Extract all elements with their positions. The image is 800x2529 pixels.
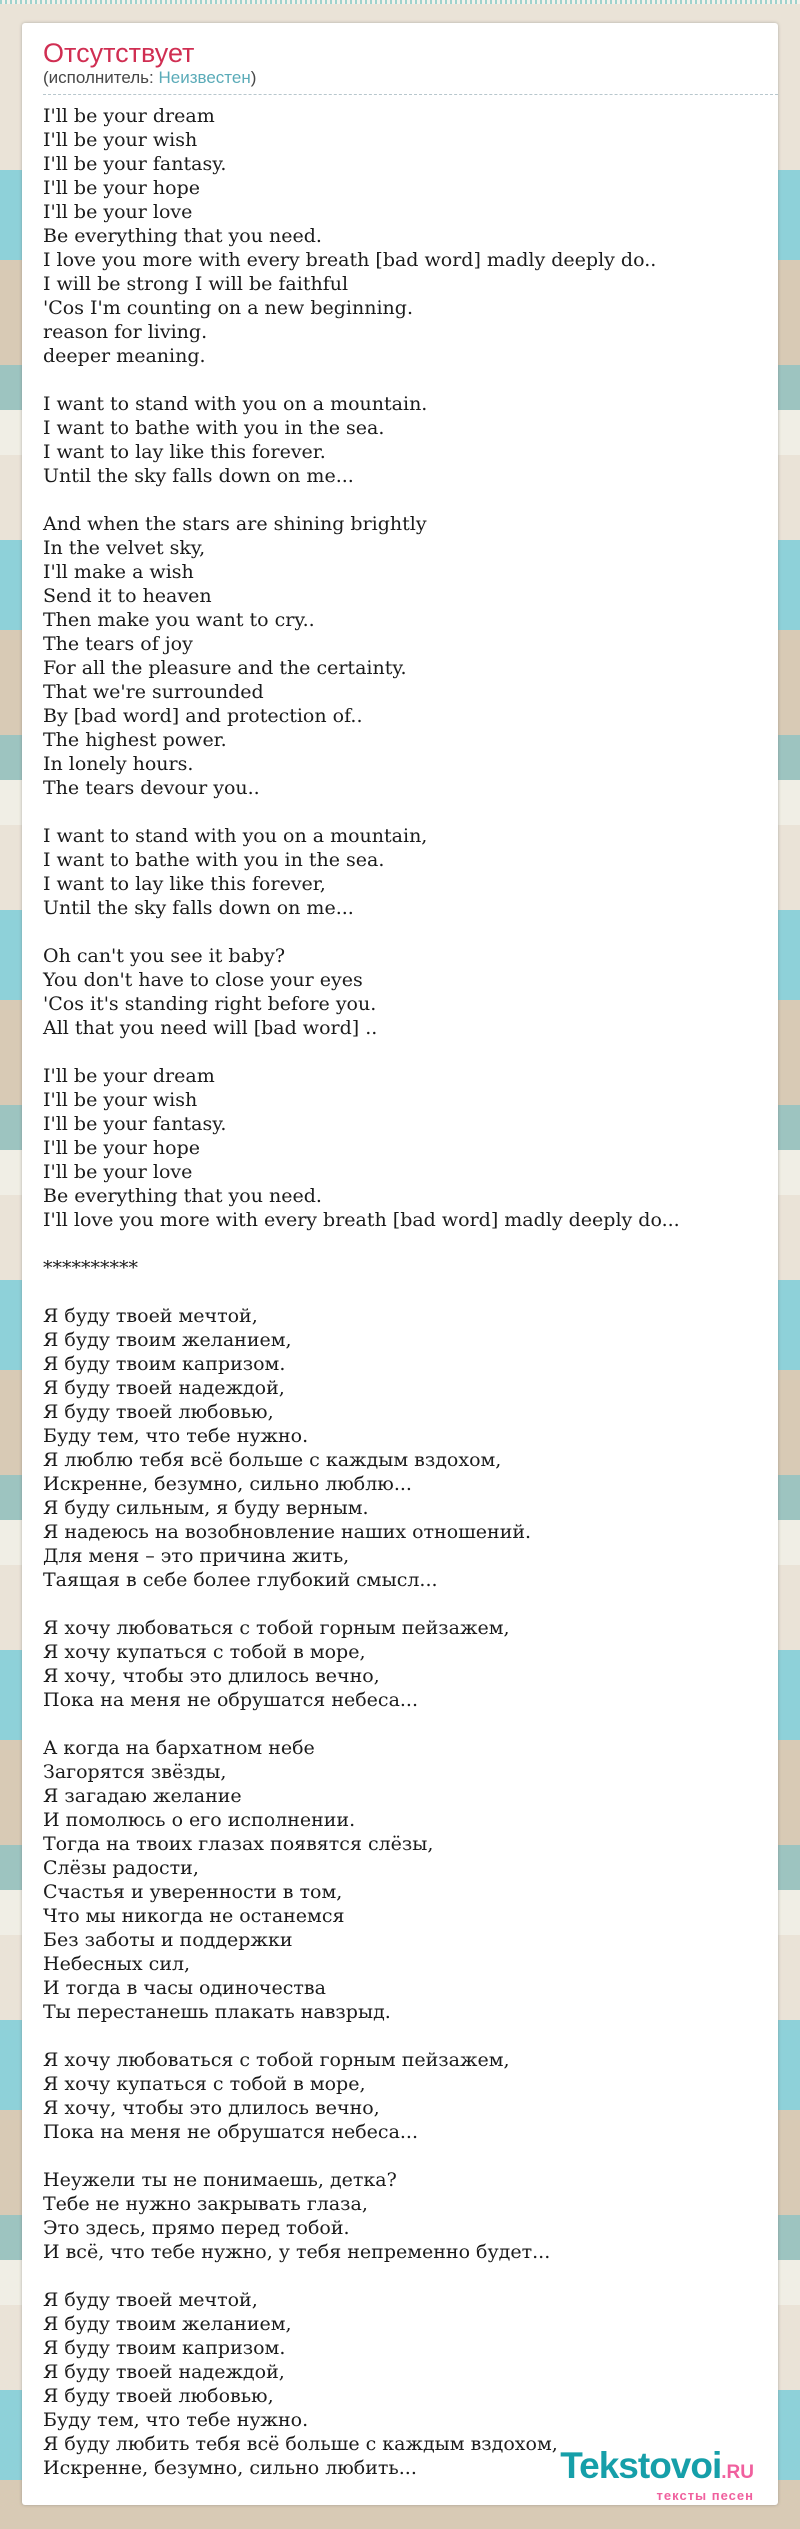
lyric-line: By [bad word] and protection of..	[43, 705, 363, 727]
lyric-line: Be everything that you need.	[43, 225, 322, 247]
lyric-line: А когда на бархатном небе	[43, 1737, 315, 1759]
lyric-line	[43, 800, 778, 824]
lyric-line: In the velvet sky,	[43, 537, 206, 559]
lyric-line: I want to stand with you on a mountain,	[43, 825, 428, 847]
lyric-line: Я буду твоей надеждой,	[43, 2361, 285, 2383]
site-logo-tagline: тексты песен	[656, 2488, 754, 2503]
lyric-line	[43, 368, 778, 392]
lyric-line: I'll be your wish	[43, 1089, 198, 1111]
lyric-line: I'll be your fantasy.	[43, 153, 227, 175]
lyric-line: Я хочу любоваться с тобой горным пейзажем,	[43, 1617, 510, 1639]
lyric-line: Я буду твоей мечтой,	[43, 1305, 258, 1327]
lyric-line	[43, 1592, 778, 1616]
lyric-line: And when the stars are shining brightly	[43, 513, 427, 535]
lyric-line: Буду тем, что тебе нужно.	[43, 1425, 309, 1447]
lyric-line: Send it to heaven	[43, 585, 212, 607]
lyric-line	[43, 2144, 778, 2168]
lyric-line: Я буду твоим капризом.	[43, 1353, 286, 1375]
lyric-line: The tears of joy	[43, 633, 193, 655]
lyric-line: I love you more with every breath [bad word] madly deeply do..	[43, 249, 657, 271]
lyric-line: Я буду твоим капризом.	[43, 2337, 286, 2359]
lyric-line: I'll be your fantasy.	[43, 1113, 227, 1135]
lyric-line: Счастья и уверенности в том,	[43, 1881, 343, 1903]
page-title: Отсутствует	[43, 38, 195, 68]
lyric-line: Без заботы и поддержки	[43, 1929, 293, 1951]
lyric-line: Тебе не нужно закрывать глаза,	[43, 2193, 368, 2215]
lyric-line: All that you need will [bad word] ..	[43, 1017, 378, 1039]
lyrics-card	[22, 23, 778, 2505]
site-logo-brand: Tekstovoi	[560, 2445, 722, 2486]
lyric-line: Я хочу, чтобы это длилось вечно,	[43, 1665, 380, 1687]
lyric-line: Я загадаю желание	[43, 1785, 242, 1807]
lyric-line: I'll be your hope	[43, 177, 200, 199]
lyric-line: Что мы никогда не останемся	[43, 1905, 345, 1927]
lyric-line: Неужели ты не понимаешь, детка?	[43, 2169, 397, 2191]
lyric-line: Я буду твоей любовью,	[43, 2385, 274, 2407]
lyric-line: **********	[43, 1257, 138, 1279]
lyric-line: Я буду сильным, я буду верным.	[43, 1497, 369, 1519]
lyric-line: I want to stand with you on a mountain.	[43, 393, 428, 415]
lyric-line: Я хочу купаться с тобой в море,	[43, 1641, 366, 1663]
lyric-line: Я буду твоей надеждой,	[43, 1377, 285, 1399]
lyric-line: The highest power.	[43, 729, 227, 751]
site-logo-wordmark	[560, 2445, 754, 2489]
lyric-line: Я буду твоей мечтой,	[43, 2289, 258, 2311]
top-dotted-border	[0, 0, 800, 4]
lyric-line	[43, 2264, 778, 2288]
lyric-line: Пока на меня не обрушатся небеса...	[43, 1689, 419, 1711]
lyric-line: I want to lay like this forever.	[43, 441, 326, 463]
lyric-line: I want to bathe with you in the sea.	[43, 417, 385, 439]
lyric-line: The tears devour you..	[43, 777, 260, 799]
artist-line	[43, 68, 778, 88]
lyric-line: I'll be your love	[43, 1161, 193, 1183]
lyric-line: I'll be your wish	[43, 129, 198, 151]
lyric-line: I'll be your love	[43, 201, 193, 223]
lyric-line: 'Cos it's standing right before you.	[43, 993, 377, 1015]
lyric-line	[43, 1040, 778, 1064]
lyric-line	[43, 920, 778, 944]
lyric-line: Я хочу купаться с тобой в море,	[43, 2073, 366, 2095]
artist-label-prefix: (исполнитель:	[43, 68, 159, 87]
song-header	[43, 38, 778, 95]
lyric-line: И всё, что тебе нужно, у тебя непременно будет...	[43, 2241, 551, 2263]
lyric-line: In lonely hours.	[43, 753, 194, 775]
lyric-line: Таящая в себе более глубокий смысл...	[43, 1569, 438, 1591]
lyric-line: Для меня – это причина жить,	[43, 1545, 350, 1567]
lyric-line: I want to bathe with you in the sea.	[43, 849, 385, 871]
lyric-line	[43, 1712, 778, 1736]
lyric-line: I'll be your dream	[43, 105, 215, 127]
lyric-line	[43, 2024, 778, 2048]
lyric-line: И помолюсь о его исполнении.	[43, 1809, 356, 1831]
lyric-line: Я хочу, чтобы это длилось вечно,	[43, 2097, 380, 2119]
lyric-line: Я буду любить тебя всё больше с каждым вздохом,	[43, 2433, 558, 2455]
lyric-line: Искренне, безумно, сильно любить...	[43, 2457, 417, 2479]
lyric-line: You don't have to close your eyes	[43, 969, 363, 991]
lyric-line: И тогда в часы одиночества	[43, 1977, 326, 1999]
lyric-line: Это здесь, прямо перед тобой.	[43, 2217, 350, 2239]
lyric-line: reason for living.	[43, 321, 208, 343]
lyric-line: I'll love you more with every breath [bad word] madly deeply do...	[43, 1209, 680, 1231]
lyric-line: Слёзы радости,	[43, 1857, 199, 1879]
lyric-line: I want to lay like this forever,	[43, 873, 326, 895]
lyric-line: I'll be your dream	[43, 1065, 215, 1087]
lyric-line: Then make you want to cry..	[43, 609, 315, 631]
lyric-line: Тогда на твоих глазах появятся слёзы,	[43, 1833, 434, 1855]
artist-link[interactable]: Неизвестен	[158, 68, 251, 87]
lyric-line: Искренне, безумно, сильно люблю...	[43, 1473, 412, 1495]
lyric-line	[43, 1232, 778, 1256]
lyric-line: I will be strong I will be faithful	[43, 273, 349, 295]
lyric-line: deeper meaning.	[43, 345, 206, 367]
lyric-line: Я буду твоим желанием,	[43, 1329, 292, 1351]
lyric-line: I'll be your hope	[43, 1137, 200, 1159]
lyrics-text	[43, 104, 778, 2480]
lyric-line: Until the sky falls down on me...	[43, 465, 354, 487]
site-logo	[560, 2445, 754, 2503]
lyric-line: I'll make a wish	[43, 561, 194, 583]
lyric-line: Be everything that you need.	[43, 1185, 322, 1207]
lyric-line	[43, 488, 778, 512]
lyric-line: Я люблю тебя всё больше с каждым вздохом,	[43, 1449, 502, 1471]
lyric-line: Я хочу любоваться с тобой горным пейзажем,	[43, 2049, 510, 2071]
lyric-line: Небесных сил,	[43, 1953, 191, 1975]
lyric-line	[43, 1280, 778, 1304]
lyric-line: That we're surrounded	[43, 681, 264, 703]
artist-label-suffix: )	[250, 68, 257, 87]
lyric-line: Буду тем, что тебе нужно.	[43, 2409, 309, 2431]
lyric-line: Oh can't you see it baby?	[43, 945, 286, 967]
lyric-line: Ты перестанешь плакать навзрыд.	[43, 2001, 391, 2023]
lyric-line: Загорятся звёзды,	[43, 1761, 227, 1783]
lyric-line: Я буду твоим желанием,	[43, 2313, 292, 2335]
lyric-line: Я буду твоей любовью,	[43, 1401, 274, 1423]
lyric-line: Until the sky falls down on me...	[43, 897, 354, 919]
lyric-line: Пока на меня не обрушатся небеса...	[43, 2121, 419, 2143]
lyric-line: For all the pleasure and the certainty.	[43, 657, 407, 679]
lyric-line: Я надеюсь на возобновление наших отношений.	[43, 1521, 532, 1543]
lyric-line: 'Cos I'm counting on a new beginning.	[43, 297, 413, 319]
site-logo-tld: .RU	[721, 2462, 754, 2483]
